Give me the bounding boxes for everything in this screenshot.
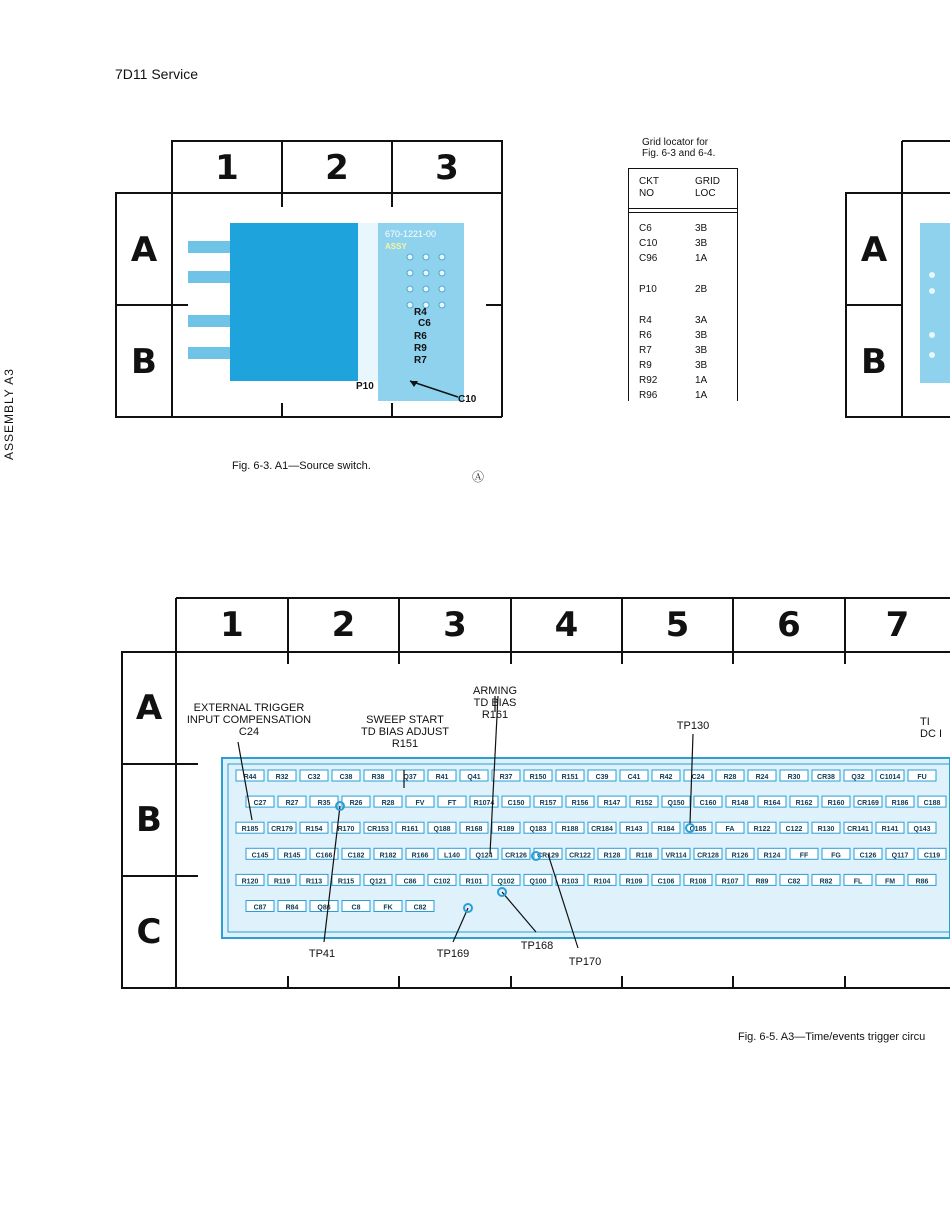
board-label-p10: P10 [356, 381, 374, 392]
svg-text:C82: C82 [413, 904, 427, 912]
svg-text:Q117: Q117 [891, 852, 909, 860]
svg-text:R141: R141 [881, 826, 899, 834]
board-assy-label: ASSY [385, 242, 407, 251]
svg-text:R124: R124 [763, 852, 781, 860]
board-component [908, 770, 936, 781]
svg-text:R189: R189 [497, 826, 515, 834]
callout-tp41: TP41 [308, 948, 336, 960]
board-component [758, 848, 786, 859]
callout-arming: ARMING TD BIAS R161 [473, 685, 517, 721]
svg-text:R119: R119 [273, 878, 291, 886]
svg-text:C182: C182 [347, 852, 365, 860]
board-component [822, 848, 850, 859]
page-header: 7D11 Service [115, 66, 199, 82]
svg-text:R107: R107 [721, 878, 739, 886]
grid-row: R9 3B [639, 360, 708, 371]
board-component [342, 848, 370, 859]
svg-text:C166: C166 [315, 852, 333, 860]
fig63-mark: Ⓐ [472, 470, 485, 484]
svg-text:C82: C82 [787, 878, 801, 886]
board-component [588, 822, 616, 833]
board-component [790, 796, 818, 807]
fig63-col-2: 2 [325, 148, 349, 188]
grid-locator-title: Grid locator for Fig. 6-3 and 6-4. [642, 137, 716, 159]
svg-text:R143: R143 [625, 826, 643, 834]
svg-text:R84: R84 [285, 904, 299, 912]
board-component [556, 874, 584, 885]
svg-text:FF: FF [799, 852, 809, 860]
svg-text:R150: R150 [529, 774, 547, 781]
callout-sweep-start: SWEEP START TD BIAS ADJUST R151 [360, 714, 450, 750]
board-component [492, 822, 520, 833]
svg-text:R161: R161 [401, 826, 419, 834]
svg-text:R115: R115 [337, 878, 355, 886]
svg-text:R120: R120 [241, 878, 259, 886]
svg-text:R170: R170 [337, 826, 355, 834]
board-component [300, 874, 328, 885]
board-component [502, 796, 530, 807]
svg-text:C102: C102 [433, 878, 451, 886]
board-component [438, 848, 466, 859]
svg-text:R24: R24 [755, 774, 769, 781]
board-component [620, 822, 648, 833]
svg-text:CR169: CR169 [857, 800, 879, 808]
fig65-col-7: 7 [885, 605, 910, 645]
board-component [428, 874, 456, 885]
board-component [300, 770, 328, 781]
board-component [396, 770, 424, 781]
board-label-r4: R4 [414, 307, 427, 318]
board-component [716, 874, 744, 885]
fig65-col-5: 5 [665, 605, 690, 645]
svg-text:R182: R182 [379, 852, 397, 860]
board-component [406, 848, 434, 859]
svg-text:R30: R30 [787, 774, 801, 781]
board-component [502, 848, 530, 859]
fig63-row-a: A [130, 230, 158, 270]
board-component [364, 770, 392, 781]
board-component [812, 822, 840, 833]
svg-text:R82: R82 [819, 878, 833, 886]
board-component [396, 822, 424, 833]
board-component [524, 822, 552, 833]
svg-text:R151: R151 [561, 774, 579, 781]
grid-row: R6 3B [639, 330, 708, 341]
board-component [812, 874, 840, 885]
board-component [630, 848, 658, 859]
svg-text:C119: C119 [923, 852, 941, 860]
svg-text:CR184: CR184 [591, 826, 613, 834]
board-component [300, 822, 328, 833]
svg-text:R42: R42 [659, 774, 673, 781]
svg-text:C39: C39 [595, 774, 609, 781]
board-component [588, 770, 616, 781]
svg-text:R188: R188 [561, 826, 579, 834]
board-component [620, 770, 648, 781]
svg-text:R160: R160 [827, 800, 845, 808]
board-component [470, 796, 498, 807]
svg-text:C188: C188 [923, 800, 941, 808]
svg-text:Q100: Q100 [529, 878, 547, 886]
svg-text:R164: R164 [763, 800, 781, 808]
svg-text:R32: R32 [275, 774, 289, 781]
board-component [652, 822, 680, 833]
board-component [556, 770, 584, 781]
svg-text:C41: C41 [627, 774, 641, 781]
board-component [374, 796, 402, 807]
board-component [908, 822, 936, 833]
board-component [876, 770, 904, 781]
grid-row: R96 1A [639, 390, 708, 401]
svg-text:R41: R41 [435, 774, 449, 781]
board-label-r9: R9 [414, 343, 427, 354]
svg-text:R186: R186 [891, 800, 909, 808]
board-component [246, 848, 274, 859]
board-component [694, 848, 722, 859]
svg-text:CR38: CR38 [817, 774, 835, 781]
svg-text:C122: C122 [785, 826, 803, 834]
grid-row: R4 3A [639, 315, 708, 326]
fig65-col-1: 1 [220, 605, 244, 645]
svg-text:CR153: CR153 [367, 826, 389, 834]
board-component [374, 848, 402, 859]
board-label-c6: C6 [418, 318, 431, 329]
board-component [726, 848, 754, 859]
svg-text:C150: C150 [507, 800, 525, 808]
grid-locator-table: CKT NO GRID LOC C6 3B C10 3B C96 1A P10 2B R4 3A R6 3B R7 3B R9 3B R92 1A R96 1A [628, 168, 738, 401]
fig65-col-4: 4 [554, 605, 579, 645]
board-component [790, 848, 818, 859]
fig63-caption: Fig. 6-3. A1—Source switch. [232, 460, 371, 472]
svg-text:CR126: CR126 [505, 852, 527, 860]
svg-text:R86: R86 [915, 878, 929, 886]
board-component [236, 822, 264, 833]
svg-text:C24: C24 [691, 774, 705, 781]
svg-text:C106: C106 [657, 878, 675, 886]
svg-text:CR129: CR129 [537, 852, 559, 860]
board-component [342, 796, 370, 807]
svg-text:R122: R122 [753, 826, 771, 834]
svg-text:R185: R185 [241, 826, 259, 834]
svg-text:Q143: Q143 [913, 826, 931, 834]
board-component [332, 770, 360, 781]
svg-text:R126: R126 [731, 852, 749, 860]
fig65-col-6: 6 [777, 605, 801, 645]
board-component [470, 848, 498, 859]
svg-text:R152: R152 [635, 800, 653, 808]
board-component [716, 770, 744, 781]
svg-text:Q121: Q121 [369, 878, 387, 886]
svg-text:R156: R156 [571, 800, 589, 808]
board-component [332, 822, 360, 833]
board-label-r6: R6 [414, 331, 427, 342]
board-component [588, 874, 616, 885]
svg-text:C126: C126 [859, 852, 877, 860]
board-component [534, 796, 562, 807]
board-part-number: 670-1221-00 [385, 229, 437, 239]
board-component [428, 822, 456, 833]
board-component [662, 848, 690, 859]
svg-text:R35: R35 [317, 800, 331, 808]
board-component [278, 901, 306, 912]
svg-text:C160: C160 [699, 800, 717, 808]
board-component [630, 796, 658, 807]
board-component [684, 770, 712, 781]
fig65-grid [118, 592, 950, 994]
svg-text:R154: R154 [305, 826, 323, 834]
svg-text:R130: R130 [817, 826, 835, 834]
board-component [652, 874, 680, 885]
svg-text:CR122: CR122 [569, 852, 591, 860]
svg-text:FG: FG [831, 852, 841, 860]
fig65-row-c: C [136, 912, 162, 952]
svg-text:R26: R26 [349, 800, 363, 808]
board-component [918, 796, 946, 807]
board-component [918, 848, 946, 859]
board-component [310, 901, 338, 912]
board-component [908, 874, 936, 885]
board-component [460, 770, 488, 781]
board-component [342, 901, 370, 912]
grid-row: R7 3B [639, 345, 708, 356]
svg-text:FV: FV [415, 800, 425, 808]
svg-text:R27: R27 [285, 800, 299, 808]
board-component [684, 874, 712, 885]
svg-text:R104: R104 [593, 878, 611, 886]
board-component [844, 822, 872, 833]
board-component [246, 901, 274, 912]
svg-text:C38: C38 [339, 774, 353, 781]
board-component [748, 770, 776, 781]
board-label-r7: R7 [414, 355, 427, 366]
svg-text:R128: R128 [603, 852, 621, 860]
svg-text:C1014: C1014 [879, 774, 901, 781]
board-component [758, 796, 786, 807]
board-component [780, 874, 808, 885]
board-component [886, 796, 914, 807]
callout-tp130: TP130 [676, 720, 710, 732]
board-component [748, 874, 776, 885]
grid-row: R92 1A [639, 375, 708, 386]
board-component [310, 796, 338, 807]
board-component [598, 796, 626, 807]
board-component [716, 822, 744, 833]
svg-text:Q183: Q183 [529, 826, 547, 834]
board-component [726, 796, 754, 807]
board-component [812, 770, 840, 781]
board-component [460, 874, 488, 885]
callout-tp169: TP169 [436, 948, 470, 960]
board-component [524, 874, 552, 885]
svg-text:R28: R28 [381, 800, 395, 808]
board-component [364, 874, 392, 885]
svg-text:C32: C32 [307, 774, 321, 781]
board-component [374, 901, 402, 912]
svg-text:FT: FT [447, 800, 457, 808]
svg-text:R166: R166 [411, 852, 429, 860]
fig64-row-b: B [861, 342, 887, 382]
svg-text:R44: R44 [243, 774, 257, 781]
board-component [652, 770, 680, 781]
board-component [844, 770, 872, 781]
board-component [278, 796, 306, 807]
svg-text:FU: FU [917, 774, 927, 781]
board-component [780, 770, 808, 781]
board-component [620, 874, 648, 885]
svg-text:Q41: Q41 [467, 774, 481, 781]
svg-text:C8: C8 [351, 904, 361, 912]
board-component [406, 901, 434, 912]
svg-text:R101: R101 [465, 878, 483, 886]
board-component [876, 822, 904, 833]
fig63-row-b: B [131, 342, 157, 382]
board-component [268, 822, 296, 833]
svg-text:Q102: Q102 [497, 878, 515, 886]
board-component [524, 770, 552, 781]
board-component [396, 874, 424, 885]
board-component [406, 796, 434, 807]
board-component [886, 848, 914, 859]
board-label-c10: C10 [458, 394, 477, 405]
grid-row: C6 3B [639, 223, 708, 234]
svg-text:CR179: CR179 [271, 826, 293, 834]
board-component [438, 796, 466, 807]
callout-tp170: TP170 [568, 956, 602, 968]
svg-text:L140: L140 [444, 852, 460, 860]
board-component [268, 874, 296, 885]
board-component [780, 822, 808, 833]
svg-text:Q150: Q150 [667, 800, 685, 808]
board-component [854, 848, 882, 859]
grid-row: P10 2B [639, 284, 708, 295]
board-component [268, 770, 296, 781]
board-component [694, 796, 722, 807]
svg-text:VR114: VR114 [665, 852, 687, 860]
svg-text:R113: R113 [305, 878, 323, 886]
svg-text:Q37: Q37 [403, 774, 417, 781]
svg-text:R38: R38 [371, 774, 385, 781]
fig65-row-b: B [136, 800, 162, 840]
svg-text:C27: C27 [253, 800, 267, 808]
svg-text:C145: C145 [251, 852, 269, 860]
fig65-col-2: 2 [331, 605, 356, 645]
callout-tp168: TP168 [520, 940, 554, 952]
svg-text:Q188: Q188 [433, 826, 451, 834]
svg-text:R109: R109 [625, 878, 643, 886]
board-component [822, 796, 850, 807]
side-label: ASSEMBLY A3 [2, 368, 16, 460]
svg-text:R145: R145 [283, 852, 301, 860]
svg-text:R28: R28 [723, 774, 737, 781]
svg-text:C185: C185 [689, 826, 707, 834]
board-component [844, 874, 872, 885]
svg-text:R89: R89 [755, 878, 769, 886]
svg-text:Q32: Q32 [851, 774, 865, 781]
fig64-row-a: A [860, 230, 888, 270]
svg-text:R157: R157 [539, 800, 557, 808]
svg-text:R147: R147 [603, 800, 621, 808]
board-component [566, 848, 594, 859]
svg-text:R37: R37 [499, 774, 513, 781]
board-component [332, 874, 360, 885]
callout-ext-trigger: EXTERNAL TRIGGER INPUT COMPENSATION C24 [186, 702, 312, 738]
svg-text:Q86: Q86 [317, 904, 331, 912]
grid-row: C96 1A [639, 253, 708, 264]
svg-text:R184: R184 [657, 826, 675, 834]
svg-text:CR141: CR141 [847, 826, 869, 834]
fig65-col-3: 3 [443, 605, 467, 645]
svg-text:FM: FM [884, 878, 896, 886]
svg-text:R162: R162 [795, 800, 813, 808]
grid-row: C10 3B [639, 238, 708, 249]
board-component [556, 822, 584, 833]
board-component [364, 822, 392, 833]
board-component [246, 796, 274, 807]
board-component [566, 796, 594, 807]
board-component [854, 796, 882, 807]
fig65-caption: Fig. 6-5. A3—Time/events trigger circu [738, 1031, 926, 1043]
svg-text:FL: FL [853, 878, 863, 886]
svg-text:FK: FK [383, 904, 393, 912]
board-component [662, 796, 690, 807]
callout-right-partial: TI DC I [920, 716, 942, 740]
svg-text:R103: R103 [561, 878, 579, 886]
board-component [236, 874, 264, 885]
board-component [460, 822, 488, 833]
svg-text:R1074: R1074 [473, 800, 495, 808]
svg-text:R118: R118 [635, 852, 653, 860]
board-component [428, 770, 456, 781]
svg-text:FA: FA [725, 826, 735, 834]
board-component [748, 822, 776, 833]
svg-text:C86: C86 [403, 878, 417, 886]
board-component [492, 770, 520, 781]
board-component [278, 848, 306, 859]
svg-text:C87: C87 [253, 904, 267, 912]
svg-text:R148: R148 [731, 800, 749, 808]
fig65-row-a: A [135, 688, 163, 728]
board-component [876, 874, 904, 885]
fig63-col-1: 1 [215, 148, 239, 188]
svg-text:CR128: CR128 [697, 852, 719, 860]
board-component [598, 848, 626, 859]
board-component [236, 770, 264, 781]
svg-text:R108: R108 [689, 878, 707, 886]
svg-text:Q124: Q124 [475, 852, 493, 860]
fig63-col-3: 3 [435, 148, 459, 188]
svg-text:R168: R168 [465, 826, 483, 834]
board-component [492, 874, 520, 885]
